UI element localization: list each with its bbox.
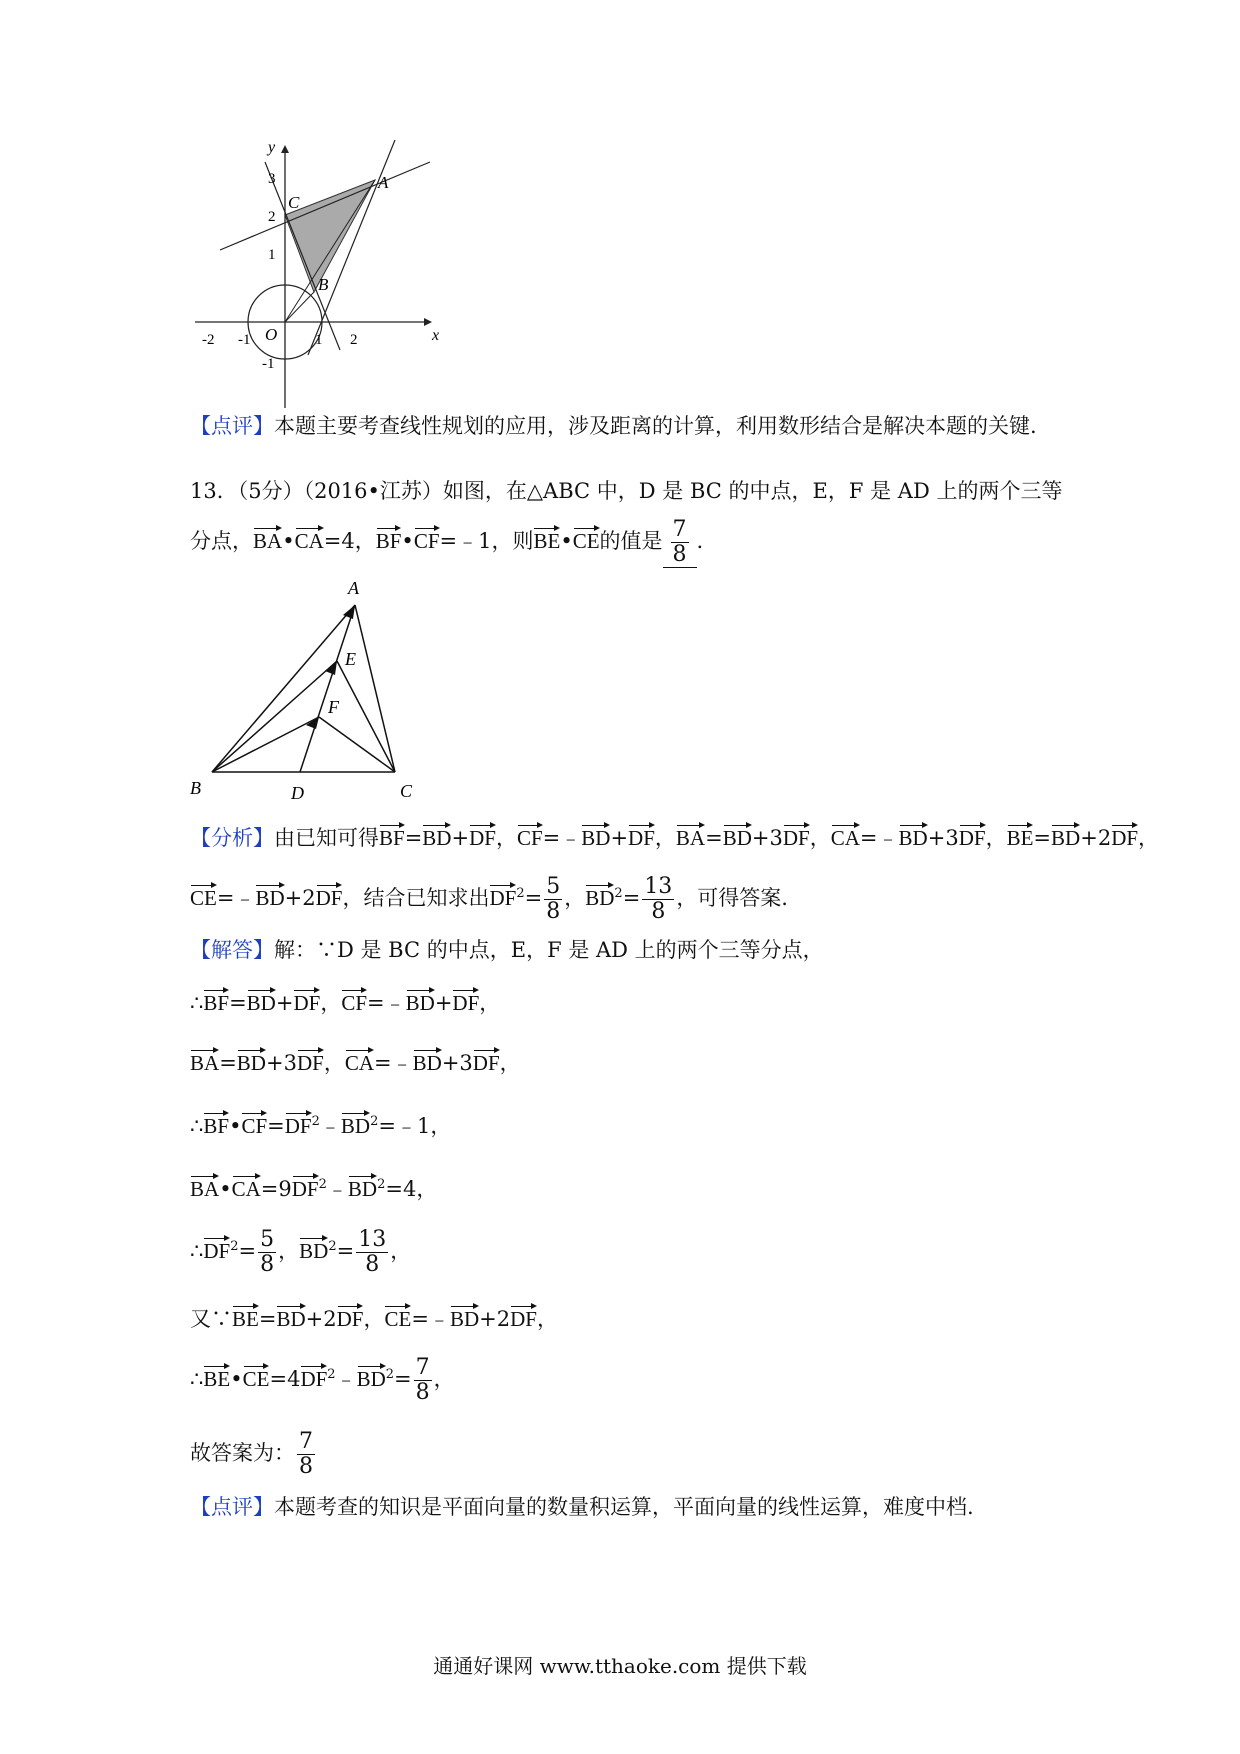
vector-bd: BD: [898, 826, 928, 850]
denominator: 8: [365, 1252, 380, 1278]
vector-df: DF: [782, 826, 810, 850]
point-e-label: E: [345, 649, 356, 669]
vector-df: DF: [510, 1307, 537, 1331]
vector-df: DF: [293, 991, 321, 1015]
x-tick-label: 2: [350, 332, 358, 348]
median-ad: [300, 605, 355, 772]
coefficient: 2: [323, 1307, 337, 1331]
vector-bf: BF: [203, 1114, 230, 1138]
dot-symbol: •: [230, 1367, 243, 1392]
coefficient: 3: [459, 1051, 473, 1075]
analysis-text: ，可得答案.: [676, 886, 788, 911]
dot-symbol: •: [229, 1114, 242, 1138]
analysis-line-2: CE=﹣BD+2DF，结合已知求出$DF^2=$ $\frac{5}{8}$ ，$BD^2=$ $\frac{13}{8}$ ，可得答案.: [190, 874, 788, 925]
vector-ba: BA: [190, 1177, 220, 1201]
numerator: 7: [299, 1429, 313, 1454]
review-2: [190, 1497, 974, 1518]
vector-df: DF: [300, 1367, 328, 1392]
x-tick-label: -2: [202, 332, 215, 348]
analysis-line-1: 【分析】由已知可得BF=BD+DF，CF=﹣BD+DF，BA=BD+3DF，CA=﹣BD+3DF，BE=BD+2DF，: [190, 826, 1160, 850]
dot-symbol: •: [219, 1177, 232, 1201]
vector-be: BE: [232, 1307, 259, 1331]
y-axis-arrow: [281, 145, 289, 153]
vector-ce: CE: [242, 1367, 270, 1392]
vector-ba: BA: [253, 529, 283, 554]
vector-cf: CF: [516, 826, 543, 850]
point-a-label: A: [378, 173, 389, 192]
analysis-text: ，结合已知求出: [342, 886, 490, 911]
review-text: 本题考查的知识是平面向量的数量积运算，平面向量的线性运算，难度中档.: [274, 1495, 974, 1519]
dot-symbol: •: [282, 529, 295, 554]
exponent: 2: [614, 886, 623, 902]
origin-label: O: [265, 325, 278, 344]
figure-triangle-abc: [185, 575, 425, 810]
solution-line-7: 又∵BE=BD+2DF，CE=﹣BD+2DF，: [190, 1307, 558, 1331]
therefore-symbol: ∴: [190, 1239, 204, 1264]
vector-ba: BA: [190, 1051, 220, 1075]
exponent: 2: [516, 886, 525, 902]
also-because: 又∵: [190, 1307, 232, 1331]
solution-line-5: $BA•CA=9DF^2﹣BD^2=4$，: [190, 1177, 438, 1201]
question-13-line-2: [190, 518, 703, 568]
vector-bd: BD: [405, 991, 435, 1015]
vector-bd: BD: [255, 886, 285, 911]
question-stem: 13．（5分）（2016•江苏）如图，在△ABC 中，D 是 BC 的中点，E，F 是 AD 上的两个三等: [190, 479, 1063, 503]
point-f-label: F: [328, 697, 339, 717]
therefore-symbol: ∴: [190, 991, 204, 1015]
arrow-head-e: [325, 661, 337, 675]
vector-bd: BD: [276, 1307, 306, 1331]
solution-line-2: ∴BF=BD+DF，CF=﹣BD+DF，: [190, 991, 501, 1015]
numerator: 13: [644, 874, 673, 899]
vector-bd: BD: [356, 1367, 386, 1392]
stem-text: 的值是: [599, 529, 663, 554]
numerator: 13: [358, 1227, 387, 1252]
stem-text: 分点，: [190, 529, 253, 554]
vector-bd: BD: [412, 1051, 442, 1075]
solution-line-4: $\therefore BF•CF=DF^2﹣BD^2=﹣1$，: [190, 1114, 452, 1138]
vector-bd: BD: [236, 1051, 266, 1075]
vector-bd: BD: [340, 1114, 371, 1138]
vector-df: DF: [336, 1307, 364, 1331]
vector-bd: BD: [722, 826, 752, 850]
coefficient: 3: [945, 826, 959, 850]
fraction-5-8: [544, 875, 562, 924]
vector-bd: BD: [1051, 826, 1081, 850]
analysis-tag: 【分析】: [190, 826, 274, 850]
coefficient: 2: [1097, 826, 1112, 850]
review-1: [190, 416, 1037, 437]
coefficient: 3: [283, 1051, 297, 1075]
vector-df: DF: [489, 886, 517, 911]
vector-ca: CA: [830, 826, 860, 850]
vector-cf: CF: [413, 529, 440, 554]
review-tag: 【点评】: [190, 1495, 274, 1519]
analysis-text: 由已知可得: [274, 826, 379, 850]
solution-line-6: $\therefore DF^2=$ $\frac{5}{8}$ ，$BD^2=$ $\frac{13}{8}$ ，: [190, 1227, 412, 1278]
exponent: 2: [377, 1177, 386, 1192]
vector-be: BE: [1006, 826, 1034, 850]
y-tick-label: -1: [262, 356, 275, 372]
solution-tag: 【解答】: [190, 938, 274, 962]
x-tick-label: -1: [238, 332, 251, 348]
y-tick-label: 1: [268, 247, 276, 263]
coefficient: 4: [287, 1367, 301, 1392]
stem-text: =4，: [323, 529, 376, 554]
vector-df: DF: [203, 1239, 231, 1264]
answer-blank: [663, 518, 697, 568]
review-text: 本题主要考查线性规划的应用，涉及距离的计算，利用数形结合是解决本题的关键.: [274, 414, 1037, 438]
y-tick-label: 2: [268, 209, 276, 225]
vector-df: DF: [284, 1114, 312, 1138]
exponent: 2: [327, 1367, 336, 1383]
vector-df: DF: [291, 1177, 319, 1201]
dot-symbol: •: [401, 529, 414, 554]
coefficient: 2: [302, 886, 316, 911]
numerator: 7: [672, 517, 687, 542]
vector-bf: BF: [203, 991, 230, 1015]
page-footer: 通通好课网 www.tthaoke.com 提供下载: [433, 1654, 807, 1678]
denominator: 8: [260, 1252, 275, 1278]
dot-symbol: •: [560, 529, 573, 554]
fraction-13-8: [642, 875, 674, 924]
numerator: 7: [415, 1355, 430, 1380]
x-tick-label: 1: [315, 332, 323, 348]
numerator: 5: [546, 874, 561, 899]
vertex-a-label: A: [348, 578, 359, 598]
fraction-13-8: [356, 1228, 388, 1277]
vector-bd: BD: [422, 826, 452, 850]
vector-ce: CE: [384, 1307, 412, 1331]
vector-df: DF: [1111, 826, 1139, 850]
vector-bd: BD: [449, 1307, 480, 1331]
segment-ce: [337, 661, 395, 772]
numerator: 5: [260, 1227, 275, 1252]
final-answer-fraction: [297, 1430, 315, 1479]
solution-text: 解：∵D 是 BC 的中点，E，F 是 AD 上的两个三等分点，: [274, 938, 824, 962]
figure-linear-programming: [180, 140, 450, 410]
y-tick-label: 3: [268, 171, 276, 187]
vector-ce: CE: [572, 529, 600, 554]
vector-df: DF: [315, 886, 343, 911]
therefore-symbol: ∴: [190, 1367, 204, 1392]
denominator: 8: [415, 1380, 430, 1406]
denominator: 8: [546, 899, 561, 925]
vector-ca: CA: [344, 1051, 375, 1075]
vector-ce: CE: [190, 886, 217, 911]
exponent: 2: [328, 1239, 337, 1255]
denominator: 8: [651, 899, 666, 925]
y-axis-label: y: [268, 140, 276, 156]
stem-text: .: [696, 529, 704, 554]
vector-bd: BD: [581, 826, 611, 850]
coefficient: 3: [769, 826, 783, 850]
vector-df: DF: [469, 826, 496, 850]
vector-be: BE: [533, 529, 561, 554]
denominator: 8: [672, 542, 687, 568]
denominator: 8: [299, 1454, 313, 1480]
vector-ba: BA: [675, 826, 706, 850]
stem-text: =﹣1，则: [439, 529, 534, 554]
vector-ca: CA: [231, 1177, 261, 1201]
vector-cf: CF: [341, 991, 368, 1015]
answer-fraction: [671, 518, 689, 567]
exponent: 2: [311, 1114, 320, 1129]
vector-df: DF: [628, 826, 655, 850]
vertex-b-label: B: [190, 778, 201, 798]
solution-line-1: [190, 940, 824, 961]
solution-line-9: [190, 1430, 317, 1479]
vector-bd: BD: [246, 991, 276, 1015]
x-axis-label: x: [432, 327, 440, 344]
coefficient: 2: [496, 1307, 511, 1331]
vector-be: BE: [203, 1367, 231, 1392]
point-b-label: B: [318, 275, 329, 294]
vector-bd: BD: [585, 886, 615, 911]
point-c-label: C: [288, 193, 300, 212]
vector-bd: BD: [347, 1177, 378, 1201]
exponent: 2: [230, 1239, 239, 1255]
vector-bd: BD: [299, 1239, 329, 1264]
vertex-c-label: C: [400, 781, 413, 801]
vector-df: DF: [452, 991, 480, 1015]
fraction-5-8: [258, 1228, 276, 1277]
vector-cf: CF: [241, 1114, 268, 1138]
side-ab: [212, 605, 355, 772]
vector-ca: CA: [294, 529, 324, 554]
final-answer-label: 故答案为：: [190, 1441, 295, 1466]
vector-bf: BF: [375, 529, 402, 554]
vector-df: DF: [296, 1051, 324, 1075]
coefficient: 9: [278, 1177, 292, 1201]
exponent: 2: [370, 1114, 379, 1129]
solution-line-3: BA=BD+3DF，CA=﹣BD+3DF，: [190, 1051, 521, 1075]
vector-bf: BF: [379, 826, 405, 850]
fraction-7-8: [414, 1356, 432, 1405]
vector-df: DF: [958, 826, 986, 850]
solution-line-8: $\therefore BE•CE=4DF^2﹣BD^2=$ $\frac{7}{8}$ ，: [190, 1355, 455, 1406]
exponent: 2: [385, 1367, 395, 1383]
point-d-label: D: [291, 783, 304, 803]
segment-ob: [285, 292, 314, 322]
question-13-line-1: [190, 481, 1062, 502]
therefore-symbol: ∴: [190, 1114, 204, 1138]
x-axis-arrow: [424, 318, 432, 326]
vector-df: DF: [472, 1051, 500, 1075]
exponent: 2: [318, 1177, 327, 1192]
review-tag: 【点评】: [190, 414, 274, 438]
